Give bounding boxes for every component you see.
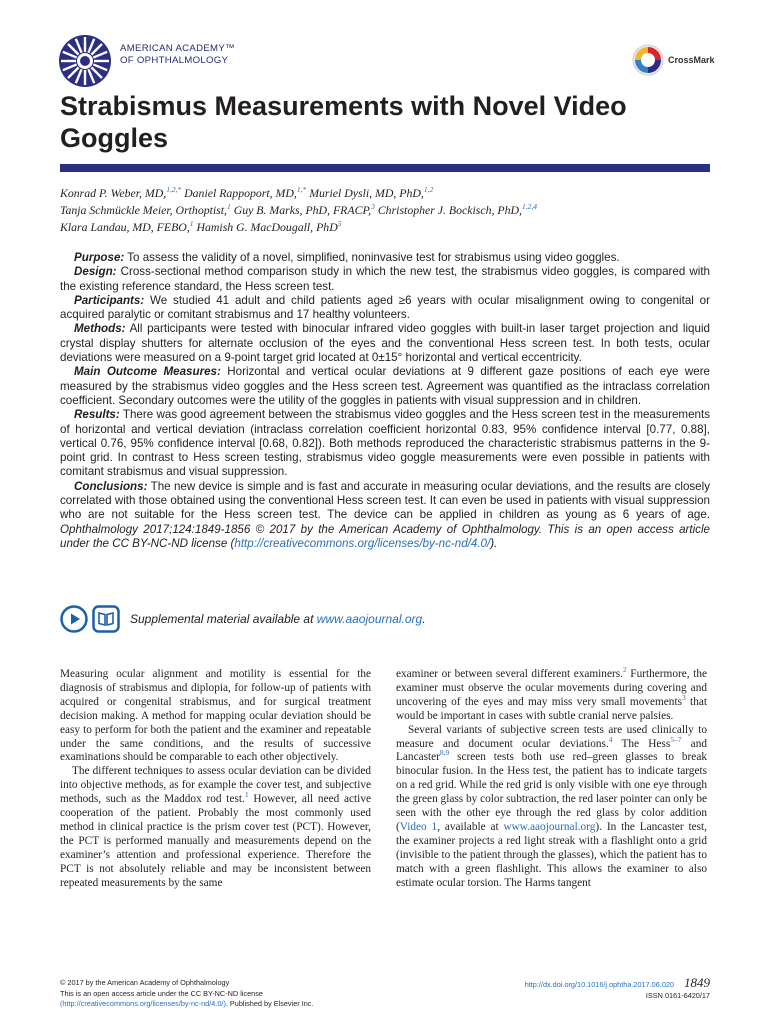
author-line-1 (60, 185, 720, 202)
author-name: Christopher J. Bockisch, PhD, (377, 203, 522, 217)
body-text: Several variants of subjective screen tests are used clinically to measure and document ocular deviations. (396, 723, 707, 750)
participants-label: Participants: (74, 293, 145, 307)
body-paragraph (396, 665, 707, 724)
purpose-text: To assess the validity of a novel, simplified, noninvasive test for strabismus using video goggles. (127, 251, 620, 264)
body-text: The different techniques to assess ocular deviation can be divided into objective methods, as for example the cover test, and subjective methods, such as the Maddox rod test. (60, 765, 371, 806)
body-text: , available at (437, 820, 504, 833)
supplemental-label: Supplemental material available at (130, 612, 317, 626)
org-name-line2: OF OPHTHALMOLOGY (120, 55, 229, 66)
body-column-right (396, 665, 707, 891)
crossmark-icon[interactable] (632, 44, 664, 76)
footer-license-line (60, 999, 400, 1010)
author-name: Hamish G. MacDougall, PhD (196, 220, 338, 234)
body-text: However, all need active cooperation of the patient. Probably the most commonly used method in clinical practice is the prism cover test (PCT). However, the PCT is performed manually and measurements depend on the examiner’s attention and professional experience. Therefore the PCT is not absolutely reliable and may be inconsistent between repeated measurements by the same (60, 793, 371, 889)
author-list (60, 185, 720, 236)
footer-issn: ISSN 0161-6420/17 (645, 990, 710, 1000)
article-title: Strabismus Measurements with Novel Video Goggles (60, 91, 627, 153)
author-name: Konrad P. Weber, MD, (60, 186, 167, 200)
author-name: Klara Landau, MD, FEBO, (60, 220, 190, 234)
body-text: examiner or between several different examiners. (396, 668, 623, 680)
body-column-left (60, 668, 371, 891)
author-affiliation[interactable]: 3 (371, 202, 375, 212)
supplemental-text (130, 612, 426, 626)
author-affiliation[interactable]: 1,2,* (166, 185, 182, 195)
reference-link[interactable]: 8,9 (439, 748, 450, 758)
body-text: that would be important in cases with subtle cranial nerve palsies. (396, 695, 707, 722)
body-text: The Hess (612, 737, 671, 750)
supplemental-end: . (422, 612, 426, 626)
footer-license-link[interactable]: (http://creativecommons.org/licenses/by-nc-nd/4.0/) (60, 999, 226, 1008)
title-rule (60, 164, 710, 172)
methods-label: Methods: (74, 322, 126, 336)
design-label: Design: (74, 265, 117, 279)
video-play-icon[interactable] (60, 605, 88, 633)
author-line-3 (60, 219, 720, 236)
abstract-outcome (60, 365, 710, 408)
org-name-line1: AMERICAN ACADEMY™ (120, 43, 235, 54)
footer-doi-line (400, 975, 710, 991)
results-label: Results: (74, 408, 120, 422)
author-name: Muriel Dysli, MD, PhD, (309, 186, 424, 200)
author-affiliation[interactable]: 5 (337, 219, 342, 229)
author-affiliation[interactable]: 1,* (296, 185, 307, 195)
author-affiliation[interactable]: 1 (189, 219, 194, 229)
crossmark-label[interactable]: CrossMark (668, 55, 715, 65)
aao-logo-icon (58, 34, 112, 88)
footer-right (400, 975, 710, 1001)
abstract (60, 251, 710, 551)
footer-left (60, 978, 400, 1010)
abstract-results (60, 408, 710, 479)
body-text: screen tests both use red–green glasses to break binocular fusion. In the Hess test, the patient has to indicate targets on a red grid. While the red grid is only visible with one eye through the green glass by color subtraction, the red laser pointer can only be seen with the other eye through the red glass by color addition ( (396, 751, 707, 833)
conclusions-label: Conclusions: (74, 479, 148, 493)
body-text: Furthermore, the examiner must observe the ocular movements during covering and uncovering of the eyes and may miss very small movements (396, 668, 707, 708)
author-name: Guy B. Marks, PhD, FRACP, (233, 203, 372, 217)
journal-citation: Ophthalmology 2017;124:1849-1856 © 2017 by the American Academy of Ophthalmology. This is an open access article under the CC BY-NC-ND license ( (60, 522, 710, 550)
outcome-text: Horizontal and vertical ocular deviations at 9 different gaze positions of each eye were measured by the strabismus video goggles and the Hess screen test. Agreement was quantified as the intraclass correlation coefficient. Secondary outcomes were the utility of the goggles in patients with visual suppression and in children. (60, 365, 711, 407)
org-name (120, 43, 235, 67)
reference-link[interactable]: 3 (682, 693, 686, 703)
doi-link[interactable]: http://dx.doi.org/10.1016/j.ophtha.2017.06.020 (524, 980, 674, 989)
conclusions-text: The new device is simple and is fast and accurate in measuring ocular deviations, and the results are closely correlated with those obtained using the conventional Hess screen test. It can even be used in patients with visual suppression who are not suitable for the Hess screen test. The device can be applied in children as young as 6 years of age. (60, 479, 711, 522)
author-affiliation[interactable]: 1,2 (423, 185, 434, 195)
supplemental-link[interactable]: www.aaojournal.org (316, 612, 423, 626)
body-paragraph (60, 765, 371, 890)
author-name: Daniel Rappoport, MD, (184, 186, 297, 200)
author-line-2 (60, 202, 720, 219)
abstract-methods (60, 322, 710, 365)
abstract-participants (60, 294, 710, 323)
design-text: Cross-sectional method comparison study in which the new test, the strabismus video goggles, is compared with the existing reference standard, the Hess screen test. (60, 265, 710, 293)
reference-link[interactable]: 5–7 (670, 734, 682, 744)
book-icon[interactable] (92, 605, 120, 633)
author-affiliation[interactable]: 1 (227, 202, 231, 212)
abstract-conclusions (60, 480, 710, 551)
footer-license: This is an open access article under the CC BY-NC-ND license (60, 988, 263, 998)
body-paragraph (396, 724, 707, 891)
author-affiliation[interactable]: 1,2,4 (521, 202, 537, 212)
abstract-purpose (60, 251, 710, 265)
body-text: and Lancaster (396, 737, 707, 764)
journal-link[interactable]: www.aaojournal.org (503, 820, 596, 833)
outcome-label: Main Outcome Measures: (74, 365, 221, 379)
reference-link[interactable]: 4 (608, 734, 613, 744)
results-text: There was good agreement between the strabismus video goggles and the Hess screen test in the measurements of horizontal and vertical deviation (intraclass correlation coefficient horizontal 0.83, 95% confidence interval [0.77, 0.88], vertical 0.76, 95% confidence interval [0.68, 0.82]). Both methods reproduced the characteristic strabismus patterns in the 9-point grid. In contrast to Hess screen testing, strabismus video goggle measurements were even possible in patients with comitant strabismus and visual suppression. (60, 408, 710, 479)
license-link[interactable]: http://creativecommons.org/licenses/by-nc-nd/4.0/ (234, 536, 491, 550)
reference-link[interactable]: 2 (622, 665, 627, 675)
body-text: ). In the Lancaster test, the examiner projects a red light streak with a flashlight onto a grid (invisible to the patient through the glasses), which the patient has to match with a green flashlight. This allows the examiner to also estimate ocular torsion. The Harms tangent (396, 820, 707, 889)
abstract-design (60, 265, 710, 294)
video-link[interactable]: Video 1 (399, 820, 438, 833)
supplemental-banner (60, 602, 710, 638)
body-paragraph: Measuring ocular alignment and motility is essential for the diagnosis of strabismus and diplopia, for follow-up of patients with acquired or congenital strabismus, and for surgical treatment decision making. A method for mapping ocular deviation should be easy to perform for both the patient and the examiner and repeatable under the same conditions, and the results of successive examinations should be comparable to each other objectively. (60, 668, 371, 764)
citation-end: ). (490, 536, 498, 550)
reference-link[interactable]: 1 (244, 790, 249, 800)
methods-text: All participants were tested with binocular infrared video goggles with built-in laser target projection and liquid crystal display shutters for alternate occlusion of the eyes and the conventional Hess screen test. In both tests, ocular deviations were measured on a 9-point target grid located at 0±15° horizontal and vertical eccentricity. (60, 322, 710, 365)
footer-publisher: . Published by Elsevier Inc. (225, 999, 314, 1008)
page-number: 1849 (684, 975, 710, 990)
footer-copyright: © 2017 by the American Academy of Ophthalmology (60, 978, 230, 987)
purpose-label: Purpose: (74, 251, 125, 264)
author-name: Tanja Schmückle Meier, Orthoptist, (60, 203, 227, 217)
participants-text: We studied 41 adult and child patients aged ≥6 years with ocular misalignment owing to congenital or acquired paralytic or comitant strabismus and 17 healthy volunteers. (60, 293, 710, 322)
